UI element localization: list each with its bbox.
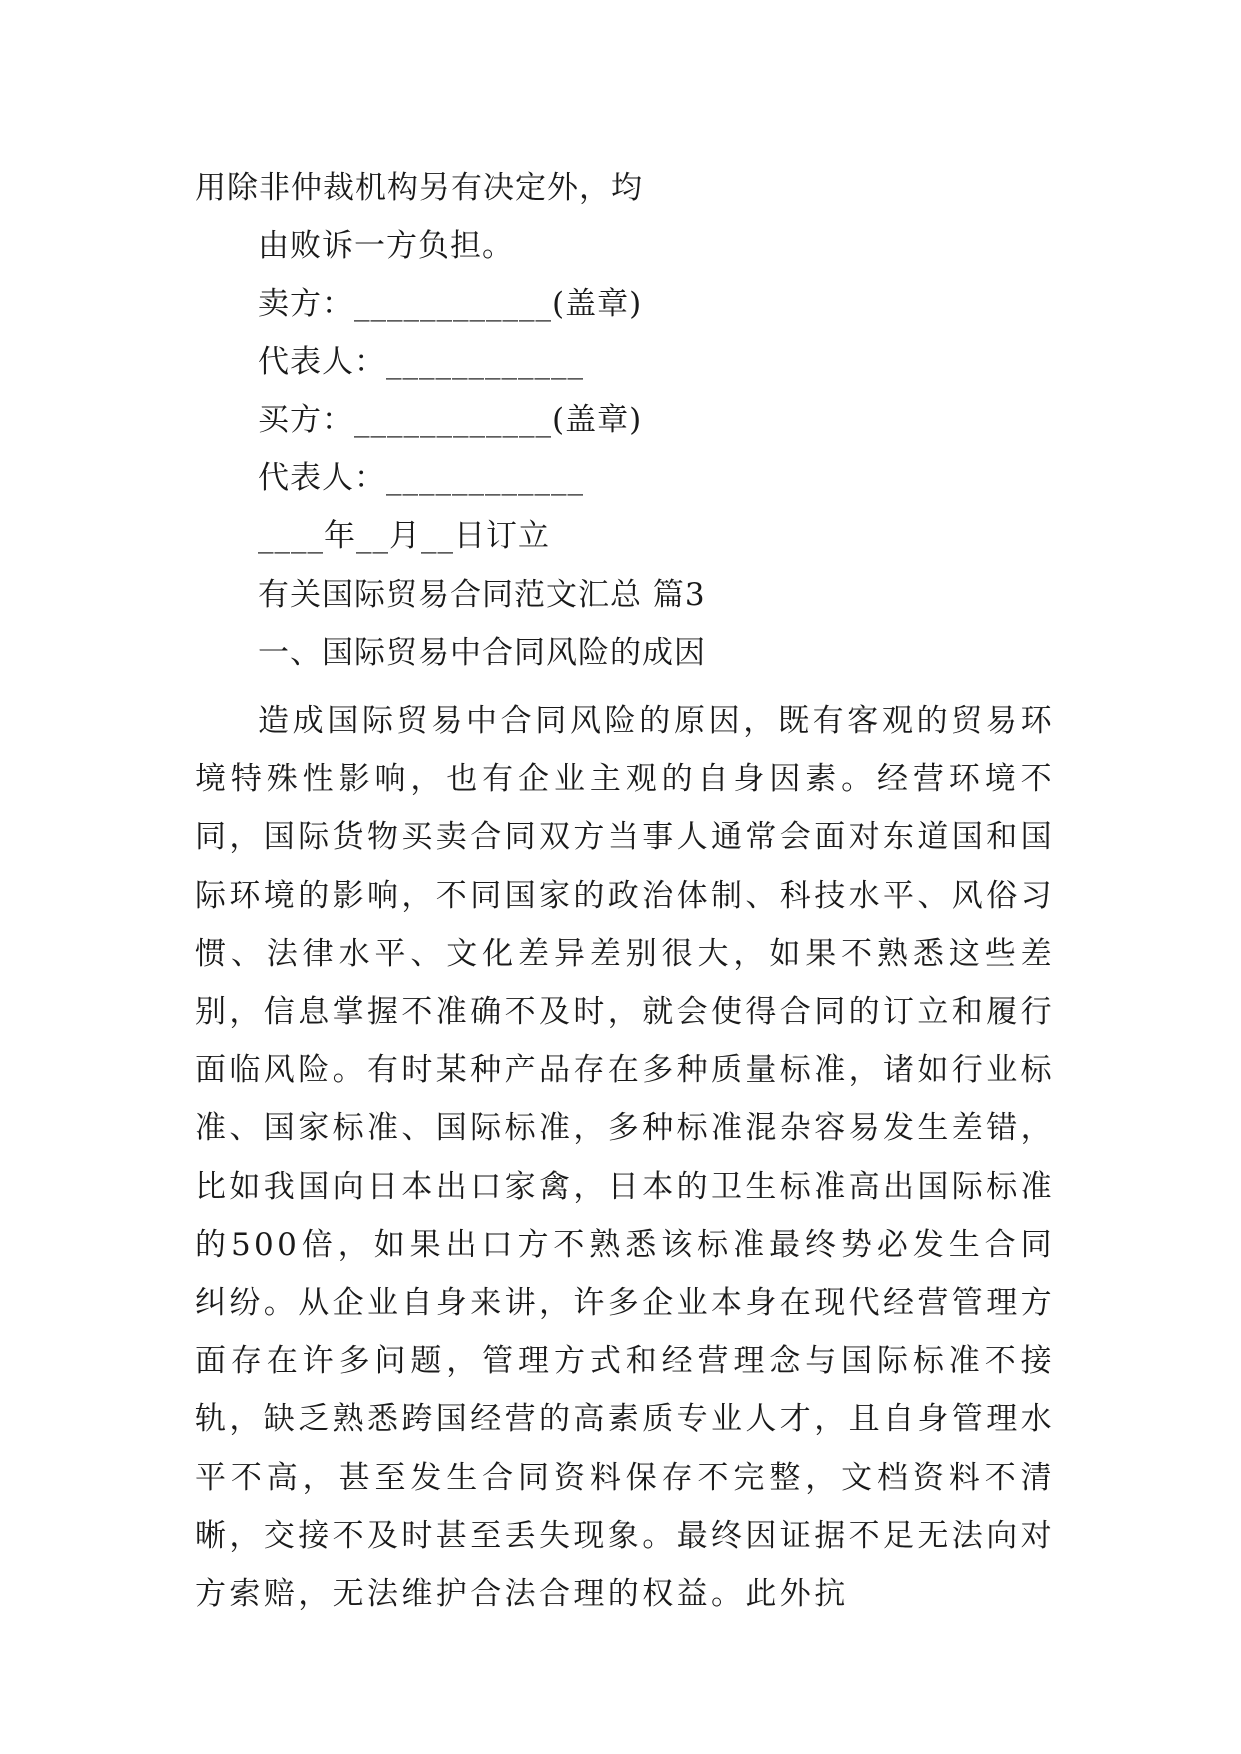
cost-burden-line: 由败诉一方负担。 [258, 228, 514, 264]
seller-signature-line: 卖方：____________(盖章) [258, 286, 643, 322]
section-heading: 一、国际贸易中合同风险的成因 [258, 635, 706, 671]
buyer-signature-line: 买方：____________(盖章) [258, 402, 643, 438]
body-paragraph: 造成国际贸易中合同风险的原因，既有客观的贸易环境特殊性影响，也有企业主观的自身因素。经营环境不同，国际货物买卖合同双方当事人通常会面对东道国和国际环境的影响，不同国家的政治体制、科技水平、风俗习惯、法律水平、文化差异差别很大，如果不熟悉这些差别，信息掌握不准确不及时，就会使得合同的订立和履行面临风险。有时某种产品存在多种质量标准，诸如行业标准、国家标准、国际标准，多种标准混杂容易发生差错，比如我国向日本出口家禽，日本的卫生标准高出国际标准的500倍，如果出口方不熟悉该标准最终势必发生合同纠纷。从企业自身来讲，许多企业本身在现代经营管理方面存在许多问题，管理方式和经营理念与国际标准不接轨，缺乏熟悉跨国经营的高素质专业人才，且自身管理水平不高，甚至发生合同资料保存不完整，文档资料不清晰，交接不及时甚至丢失现象。最终因证据不足无法向对方索赔，无法维护合法合理的权益。此外抗 [195, 703, 1055, 1613]
buyer-representative-line: 代表人：____________ [258, 460, 584, 496]
section-title: 有关国际贸易合同范文汇总 篇3 [258, 577, 706, 613]
signing-date-line: ____年__月__日订立 [258, 518, 550, 554]
continuation-line: 用除非仲裁机构另有决定外，均 [195, 170, 643, 206]
seller-representative-line: 代表人：____________ [258, 344, 584, 380]
